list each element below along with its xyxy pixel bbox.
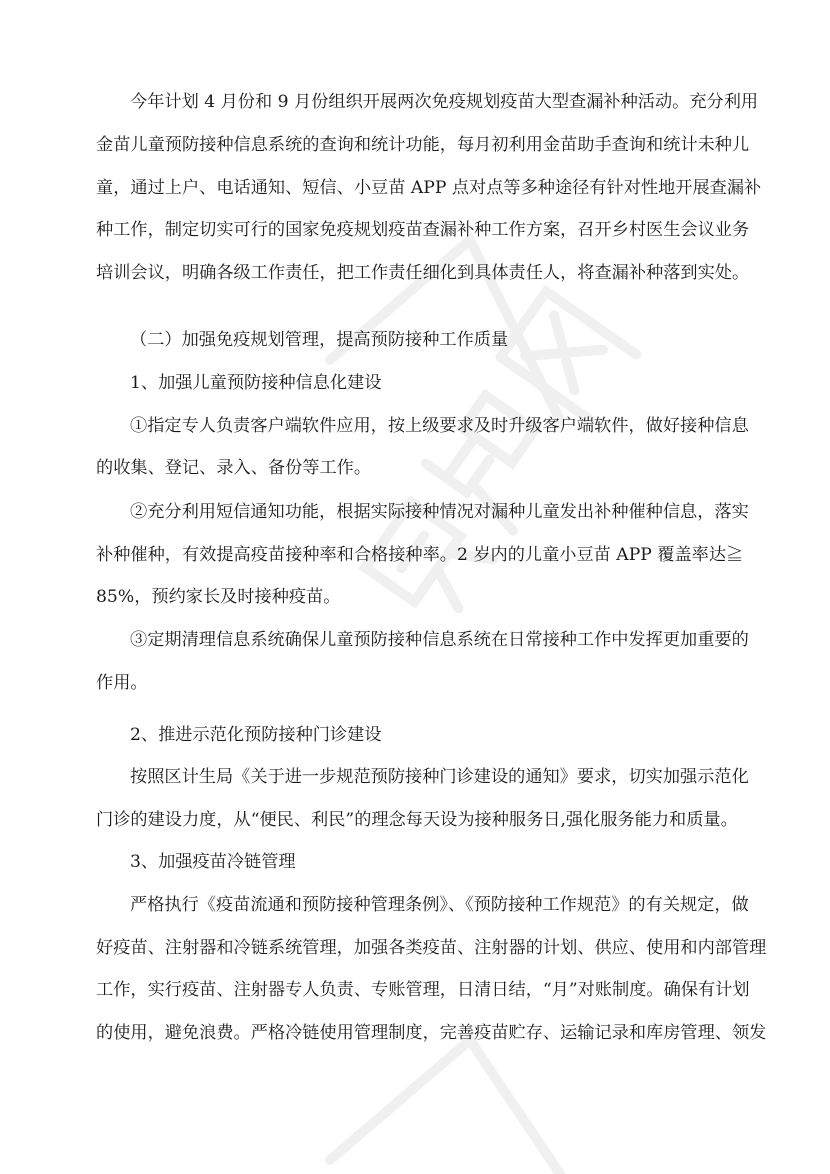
text-line: 作用。 <box>96 673 148 693</box>
text-line: ①指定专人负责客户端软件应用，按上级要求及时升级客户端软件，做好接种信息 <box>130 416 749 436</box>
text-line: 好疫苗、注射器和冷链系统管理，加强各类疫苗、注射器的计划、供应、使用和内部管理 <box>96 938 767 958</box>
watermark-logo-shape <box>330 1040 560 1174</box>
text-line: 今年计划 4 月份和 9 月份组织开展两次免疫规划疫苗大型查漏补种活动。充分利用 <box>130 92 759 112</box>
text-line: （二）加强免疫规划管理，提高预防接种工作质量 <box>130 330 509 350</box>
text-line: 的收集、登记、录入、备份等工作。 <box>96 458 372 478</box>
text-line: ③定期清理信息系统确保儿童预防接种信息系统在日常接种工作中发挥更加重要的 <box>130 630 749 650</box>
text-line: 3、加强疫苗冷链管理 <box>130 852 296 872</box>
text-line: 门诊的建设力度，从“便民、利民”的理念每天设为接种服务日,强化服务能力和质量。 <box>96 810 738 830</box>
text-line: 85%，预约家长及时接种疫苗。 <box>96 587 341 607</box>
text-line: 的使用，避免浪费。严格冷链使用管理制度，完善疫苗贮存、运输记录和库房管理、领发 <box>96 1023 767 1043</box>
text-line: 严格执行《疫苗流通和预防接种管理条例》、《预防接种工作规范》的有关规定，做 <box>130 895 749 915</box>
text-line: 2、推进示范化预防接种门诊建设 <box>130 725 382 745</box>
text-line: ②充分利用短信通知功能，根据实际接种情况对漏种儿童发出补种催种信息，落实 <box>130 502 749 522</box>
text-line: 种工作，制定切实可行的国家免疫规划疫苗查漏补种工作方案，召开乡村医生会议业务 <box>96 220 750 240</box>
text-line: 1、加强儿童预防接种信息化建设 <box>130 373 382 393</box>
text-line: 金苗儿童预防接种信息系统的查询和统计功能，每月初利用金苗助手查询和统计未种儿 <box>96 135 750 155</box>
text-line: 按照区计生局《关于进一步规范预防接种门诊建设的通知》要求，切实加强示范化 <box>130 767 749 787</box>
text-line: 童，通过上户、电话通知、短信、小豆苗 APP 点对点等多种途径有针对性地开展查漏补 <box>96 178 762 198</box>
text-line: 培训会议，明确各级工作责任，把工作责任细化到具体责任人，将查漏补种落到实处。 <box>96 263 750 283</box>
text-line: 工作，实行疫苗、注射器专人负责、专账管理，日清日结，“月”对账制度。确保有计划 <box>96 980 750 1000</box>
text-line: 补种催种，有效提高疫苗接种率和合格接种率。2 岁内的儿童小豆苗 APP 覆盖率达≧ <box>96 545 744 565</box>
